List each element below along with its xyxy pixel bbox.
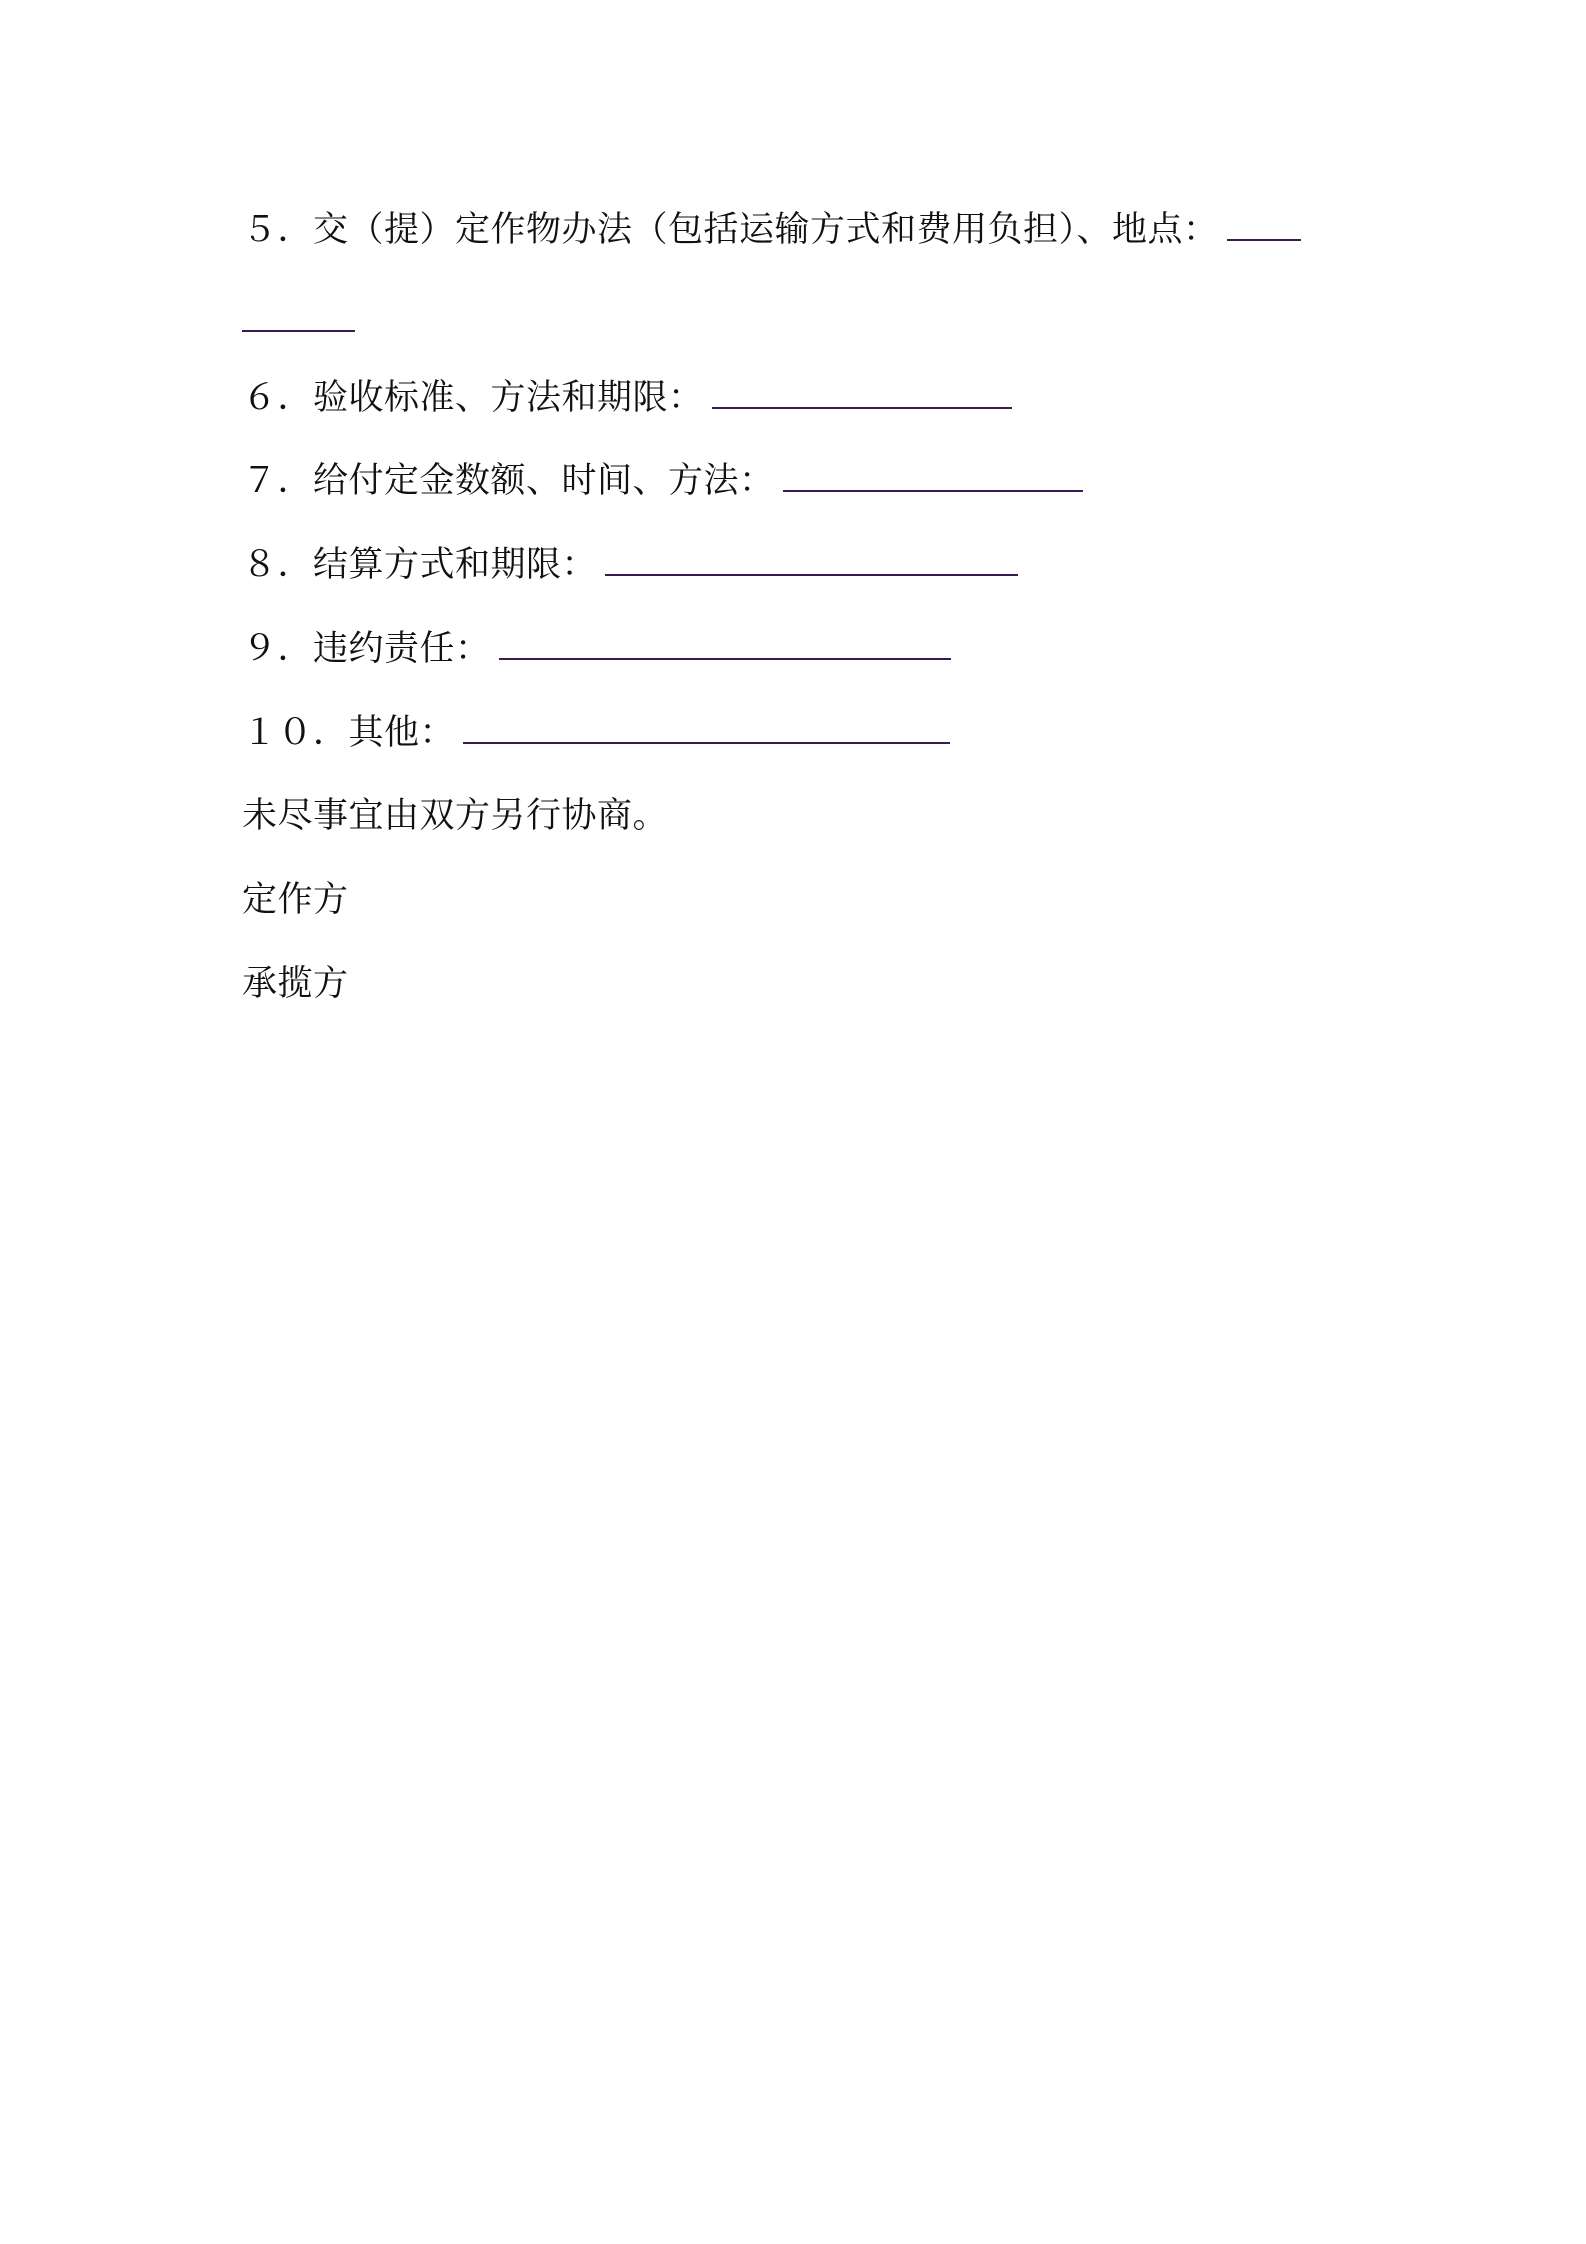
clause-6-text: ６．验收标准、方法和期限： xyxy=(242,378,704,418)
clause-7 xyxy=(242,456,1083,505)
clause-5-blank[interactable] xyxy=(1227,205,1301,241)
clause-7-text: ７．给付定金数额、时间、方法： xyxy=(242,461,775,501)
clause-10-blank[interactable] xyxy=(463,708,950,744)
clause-10 xyxy=(242,708,950,757)
closing-statement: 未尽事宜由双方另行协商。 xyxy=(242,796,669,836)
clause-8 xyxy=(242,540,1018,589)
clause-9-blank[interactable] xyxy=(499,624,951,660)
party-a-label: 定作方 xyxy=(242,880,349,920)
clause-5 xyxy=(242,205,1301,254)
clause-10-text: １０．其他： xyxy=(242,713,456,753)
clause-5-blank-continued[interactable] xyxy=(242,328,355,332)
clause-6-blank[interactable] xyxy=(712,373,1012,409)
clause-8-blank[interactable] xyxy=(605,540,1018,576)
clause-7-blank[interactable] xyxy=(783,456,1083,492)
clause-8-text: ８．结算方式和期限： xyxy=(242,545,598,585)
clause-6 xyxy=(242,373,1012,422)
party-b-label: 承揽方 xyxy=(242,964,349,1004)
clause-5-text: ５．交（提）定作物办法（包括运输方式和费用负担）、地点： xyxy=(242,210,1219,250)
clause-9-text: ９．违约责任： xyxy=(242,629,491,669)
clause-9 xyxy=(242,624,951,673)
